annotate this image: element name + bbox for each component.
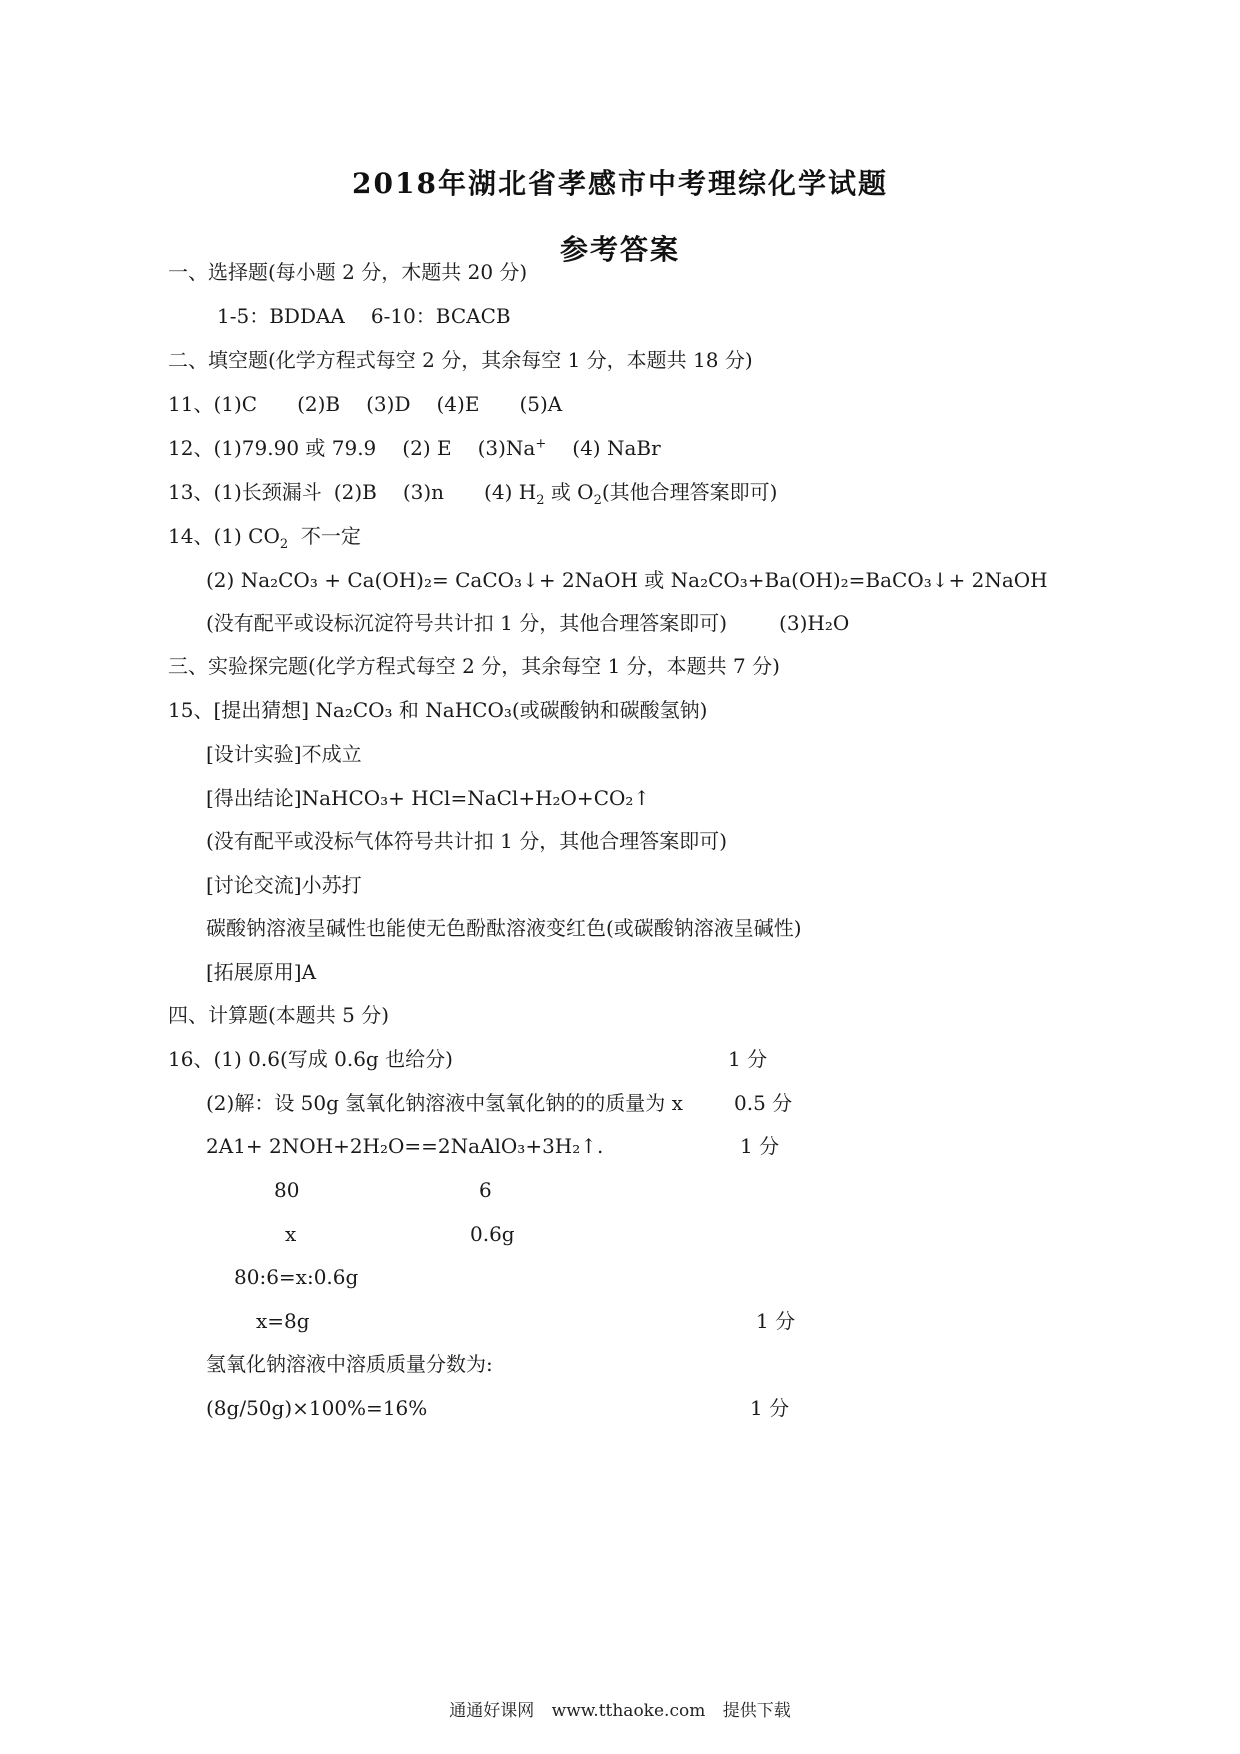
question-14-line-3	[206, 609, 849, 637]
proportion: 80:6=x:0.6g	[234, 1265, 359, 1289]
answer-item: (3)D	[366, 392, 411, 416]
answer-item: 或 O	[544, 480, 594, 504]
answer-item: (5)A	[519, 392, 563, 416]
section-4-header: 四、计算题(本题共 5 分)	[168, 1003, 390, 1027]
subscript: 2	[593, 493, 602, 508]
subscript: 2	[536, 493, 545, 508]
question-12	[168, 434, 661, 462]
answer-item: (1)C	[213, 392, 258, 416]
question-15-line-7: [拓展原用]A	[206, 960, 317, 984]
section-1-header: 一、选择题(每小题 2 分，木题共 20 分)	[168, 260, 528, 284]
footer-url[interactable]: www.tthaoke.com	[551, 1701, 706, 1721]
subscript: 2	[279, 537, 289, 552]
answer-item: (1) 0.6(写成 0.6g 也给分)	[213, 1047, 453, 1071]
question-14-line-2: (2) Na₂CO₃ + Ca(OH)₂= CaCO₃↓+ 2NaOH 或 Na₂CO₃+Ba(OH)₂=BaCO₃↓+ 2NaOH	[206, 568, 1048, 592]
question-15-line-6: 碳酸钠溶液呈碱性也能使无色酚酞溶液变红色(或碳酸钠溶液呈碱性)	[206, 916, 802, 940]
question-15-line-4: (没有配平或没标气体符号共计扣 1 分，其他合理答案即可)	[206, 829, 728, 853]
score-label: 0.5 分	[734, 1091, 793, 1115]
page-subtitle: 参考答案	[559, 233, 680, 266]
page-title: 2018年湖北省孝感市中考理综化学试题	[352, 167, 888, 200]
question-11	[168, 390, 562, 418]
ratio-top-right: 6	[479, 1178, 492, 1202]
question-number: 16、	[168, 1047, 214, 1071]
answer-item: (3)H₂O	[779, 611, 850, 635]
score-label: 1 分	[728, 1047, 768, 1071]
grading-note: (没有配平或设标沉淀符号共计扣 1 分，其他合理答案即可)	[206, 611, 728, 635]
section-1-answers	[217, 302, 511, 330]
question-15-line-1	[168, 696, 707, 724]
answer-item: (4)E	[436, 392, 480, 416]
answer-item: (其他合理答案即可)	[601, 480, 778, 504]
answer-item: (4) H	[484, 480, 537, 504]
answer-item: (4) NaBr	[572, 436, 661, 460]
mass-fraction-result: (8g/50g)×100%=16%	[206, 1396, 428, 1420]
footer-site-name: 通通好课网	[449, 1701, 535, 1721]
question-16-line-2: (2)解：设 50g 氢氧化钠溶液中氢氧化钠的的质量为 x	[206, 1091, 683, 1115]
answer-item: (1)79.90 或 79.9	[213, 436, 377, 460]
answer-item: (2)B	[297, 392, 341, 416]
answer-item: (3)n	[402, 480, 445, 504]
answer-item: [提出猜想] Na₂CO₃ 和 NaHCO₃(或碳酸钠和碳酸氢钠)	[213, 698, 708, 722]
question-16-line-1	[168, 1045, 453, 1073]
section-3-header: 三、实验探完题(化学方程式每空 2 分，其余每空 1 分，本题共 7 分)	[168, 654, 780, 678]
question-15-line-2: [设计实验]不成立	[206, 742, 362, 766]
score-label: 1 分	[740, 1134, 780, 1158]
question-number: 13、	[168, 480, 214, 504]
mass-fraction-label: 氢氧化钠溶液中溶质质量分数为:	[206, 1352, 493, 1376]
answers-1-5: 1-5：BDDAA	[217, 304, 345, 328]
question-16-equation: 2A1+ 2NOH+2H₂O==2NaAlO₃+3H₂↑.	[206, 1134, 604, 1158]
answers-6-10: 6-10：BCACB	[370, 304, 511, 328]
footer	[0, 1696, 1240, 1721]
answer-item: (1) CO	[213, 524, 280, 548]
section-2-header: 二、填空题(化学方程式每空 2 分，其余每空 1 分，本题共 18 分)	[168, 348, 753, 372]
question-number: 11、	[168, 392, 214, 416]
question-13	[168, 478, 777, 506]
answer-item: 不一定	[288, 524, 361, 548]
ratio-bottom-left: x	[285, 1222, 297, 1246]
question-number: 14、	[168, 524, 214, 548]
score-label: 1 分	[750, 1396, 790, 1420]
superscript: +	[535, 436, 547, 452]
answer-item: (1)长颈漏斗	[213, 480, 322, 504]
score-label: 1 分	[756, 1309, 796, 1333]
question-14-line-1	[168, 522, 361, 550]
ratio-top-left: 80	[274, 1178, 300, 1202]
question-number: 12、	[168, 436, 214, 460]
ratio-bottom-right: 0.6g	[470, 1222, 515, 1246]
question-number: 15、	[168, 698, 214, 722]
answer-item: (2) E	[402, 436, 452, 460]
answer-item: (3)Na	[477, 436, 536, 460]
result-x: x=8g	[256, 1309, 310, 1333]
question-15-line-3: [得出结论]NaHCO₃+ HCl=NaCl+H₂O+CO₂↑	[206, 786, 651, 810]
footer-suffix: 提供下载	[722, 1701, 791, 1721]
question-15-line-5: [讨论交流]小苏打	[206, 873, 362, 897]
answer-item: (2)B	[333, 480, 377, 504]
